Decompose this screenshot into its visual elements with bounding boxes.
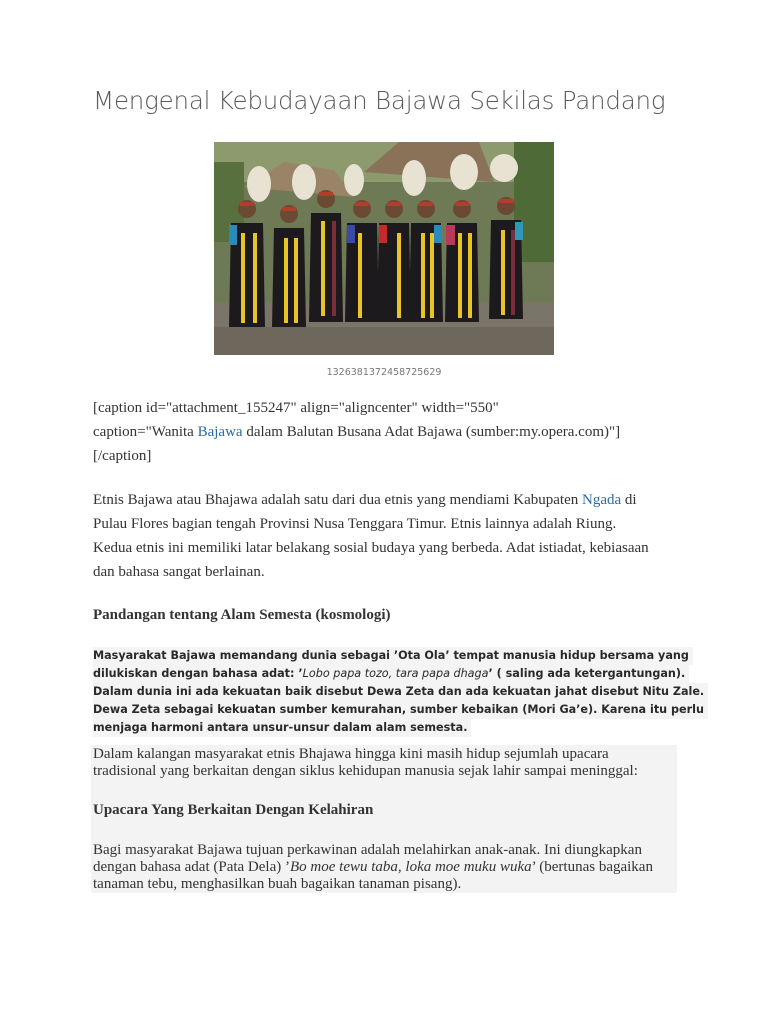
caption-line: [/caption] xyxy=(93,448,152,464)
photo-id-label: 1326381372458725629 xyxy=(326,367,442,378)
caption-shortcode xyxy=(93,396,683,468)
ngada-link[interactable]: Ngada xyxy=(582,492,622,508)
caption-line: caption="Wanita Bajawa dalam Balutan Busana Adat Bajawa (sumber:my.opera.com)"] xyxy=(93,424,621,440)
section-heading-kosmologi: Pandangan tentang Alam Semesta (kosmologi) xyxy=(93,607,391,623)
section-heading-kelahiran: Upacara Yang Berkaitan Dengan Kelahiran xyxy=(93,802,374,818)
kosmologi-paragraph: Masyarakat Bajawa memandang dunia sebagai ’Ota Ola’ tempat manusia hidup bersama yang dilukiskan dengan bahasa adat: ’Lobo papa tozo, tara papa dhaga’ ( saling ada ketergantungan). Dalam dunia ini ada kekuatan baik disebut Dewa Zeta dan ada kekuatan jahat disebut Nitu Zale. Dewa Zeta sebagai kekuatan sumber kemurahan, sumber kebaikan (Mori Ga’e). Karena itu perlu menjaga harmoni antara unsur-unsur dalam alam semesta. xyxy=(93,647,653,737)
bajawa-link[interactable]: Bajawa xyxy=(197,424,243,440)
caption-line: [caption id="attachment_155247" align="aligncenter" width="550" xyxy=(93,400,499,416)
intro-paragraph: Etnis Bajawa atau Bhajawa adalah satu dari dua etnis yang mendiami Kabupaten Ngada di Pulau Flores bagian tengah Provinsi Nusa Tenggara Timur. Etnis lainnya adalah Riung. Kedua etnis ini memiliki latar belakang sosial budaya yang berbeda. Adat istiadat, kebiasaan dan bahasa sangat berlainan. xyxy=(93,492,649,580)
upacara-paragraph: Dalam kalangan masyarakat etnis Bhajawa hingga kini masih hidup sejumlah upacara tradisional yang berkaitan dengan siklus kehidupan manusia sejak lahir sampai meninggal: xyxy=(93,746,638,779)
article-title: Mengenal Kebudayaan Bajawa Sekilas Pandang xyxy=(93,86,666,115)
article-photo xyxy=(214,142,554,355)
kelahiran-paragraph: Bagi masyarakat Bajawa tujuan perkawinan adalah melahirkan anak-anak. Ini diungkapkan dengan bahasa adat (Pata Dela) ’Bo moe tewu taba, loka moe muku wuka’ (bertunas bagaikan tanaman tebu, menghasilkan buah bagaikan tanaman pisang). xyxy=(93,842,653,892)
